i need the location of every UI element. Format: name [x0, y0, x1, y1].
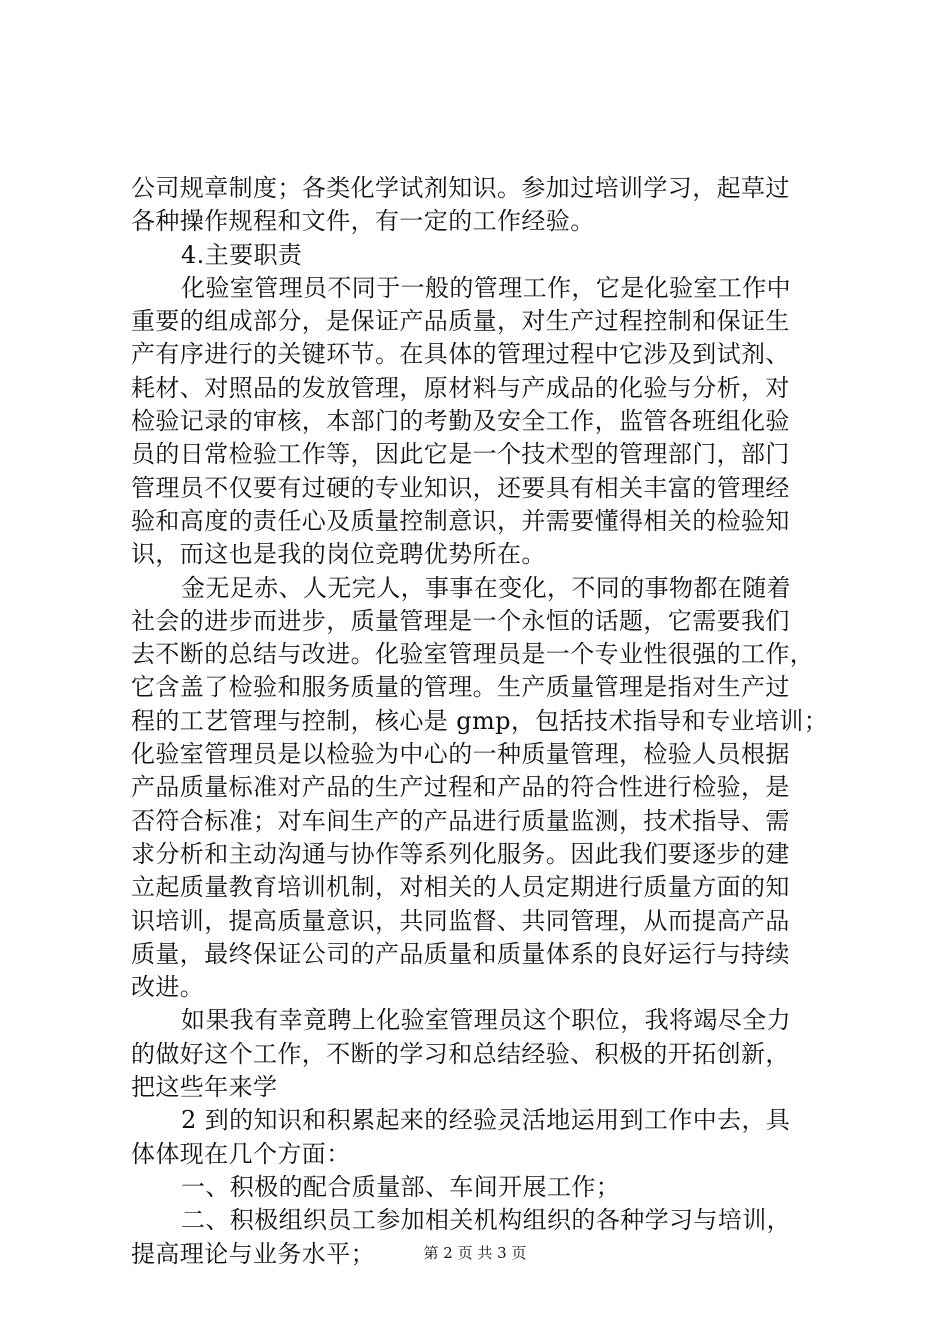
text-line: 2 到的知识和积累起来的经验灵活地运用到工作中去，具	[181, 1106, 791, 1135]
text-line: 立起质量教育培训机制，对相关的人员定期进行质量方面的知	[131, 873, 790, 902]
text-line: 耗材、对照品的发放管理，原材料与产成品的化验与分析，对	[131, 373, 790, 402]
text-line: 它含盖了检验和服务质量的管理。生产质量管理是指对生产过	[131, 673, 790, 702]
text-line: 4.主要职责	[181, 240, 303, 269]
text-line: 验和高度的责任心及质量控制意识，并需要懂得相关的检验知	[131, 506, 790, 535]
text-line: 识，而这也是我的岗位竞聘优势所在。	[131, 540, 546, 569]
text-line: 社会的进步而进步，质量管理是一个永恒的话题，它需要我们	[131, 606, 790, 635]
text-line: 检验记录的审核，本部门的考勤及安全工作，监管各班组化验	[131, 407, 790, 436]
text-line: 质量，最终保证公司的产品质量和质量体系的良好运行与持续	[131, 939, 790, 968]
text-line: 化验室管理员不同于一般的管理工作，它是化验室工作中	[181, 273, 791, 302]
text-line: 公司规章制度；各类化学试剂知识。参加过培训学习，起草过	[131, 174, 790, 202]
text-line: 化验室管理员是以检验为中心的一种质量管理，检验人员根据	[131, 740, 790, 769]
text-line: 程的工艺管理与控制，核心是 gmp，包括技术指导和专业培训；	[131, 706, 829, 735]
text-line: 体体现在几个方面：	[131, 1139, 351, 1168]
text-line: 金无足赤、人无完人，事事在变化，不同的事物都在随着	[181, 573, 791, 602]
text-line: 识培训，提高质量意识，共同监督、共同管理，从而提高产品	[131, 906, 790, 935]
text-line: 产品质量标准对产品的生产过程和产品的符合性进行检验，是	[131, 773, 790, 802]
text-line: 否符合标准；对车间生产的产品进行质量监测，技术指导、需	[131, 806, 790, 835]
text-line: 求分析和主动沟通与协作等系列化服务。因此我们要逐步的建	[131, 839, 790, 868]
text-line: 重要的组成部分，是保证产品质量，对生产过程控制和保证生	[131, 307, 790, 336]
text-line: 提高理论与业务水平；	[131, 1239, 375, 1268]
page-footer: 第 2 页 共 3 页	[423, 1244, 527, 1262]
text-line: 改进。	[131, 973, 205, 1002]
text-line: 一、积极的配合质量部、车间开展工作；	[181, 1172, 621, 1201]
text-line: 员的日常检验工作等，因此它是一个技术型的管理部门，部门	[131, 440, 790, 469]
text-line: 各种操作规程和文件，有一定的工作经验。	[131, 207, 595, 236]
text-line: 把这些年来学	[131, 1073, 278, 1102]
document-body	[131, 172, 827, 1271]
text-line: 管理员不仅要有过硬的专业知识，还要具有相关丰富的管理经	[131, 473, 790, 502]
text-line: 去不断的总结与改进。化验室管理员是一个专业性很强的工作，	[131, 640, 815, 669]
text-line: 如果我有幸竟聘上化验室管理员这个职位，我将竭尽全力	[181, 1006, 791, 1035]
text-line: 二、积极组织员工参加相关机构组织的各种学习与培训，	[181, 1206, 791, 1235]
text-line: 产有序进行的关键环节。在具体的管理过程中它涉及到试剂、	[131, 340, 790, 369]
text-line: 的做好这个工作，不断的学习和总结经验、积极的开拓创新，	[131, 1039, 790, 1068]
